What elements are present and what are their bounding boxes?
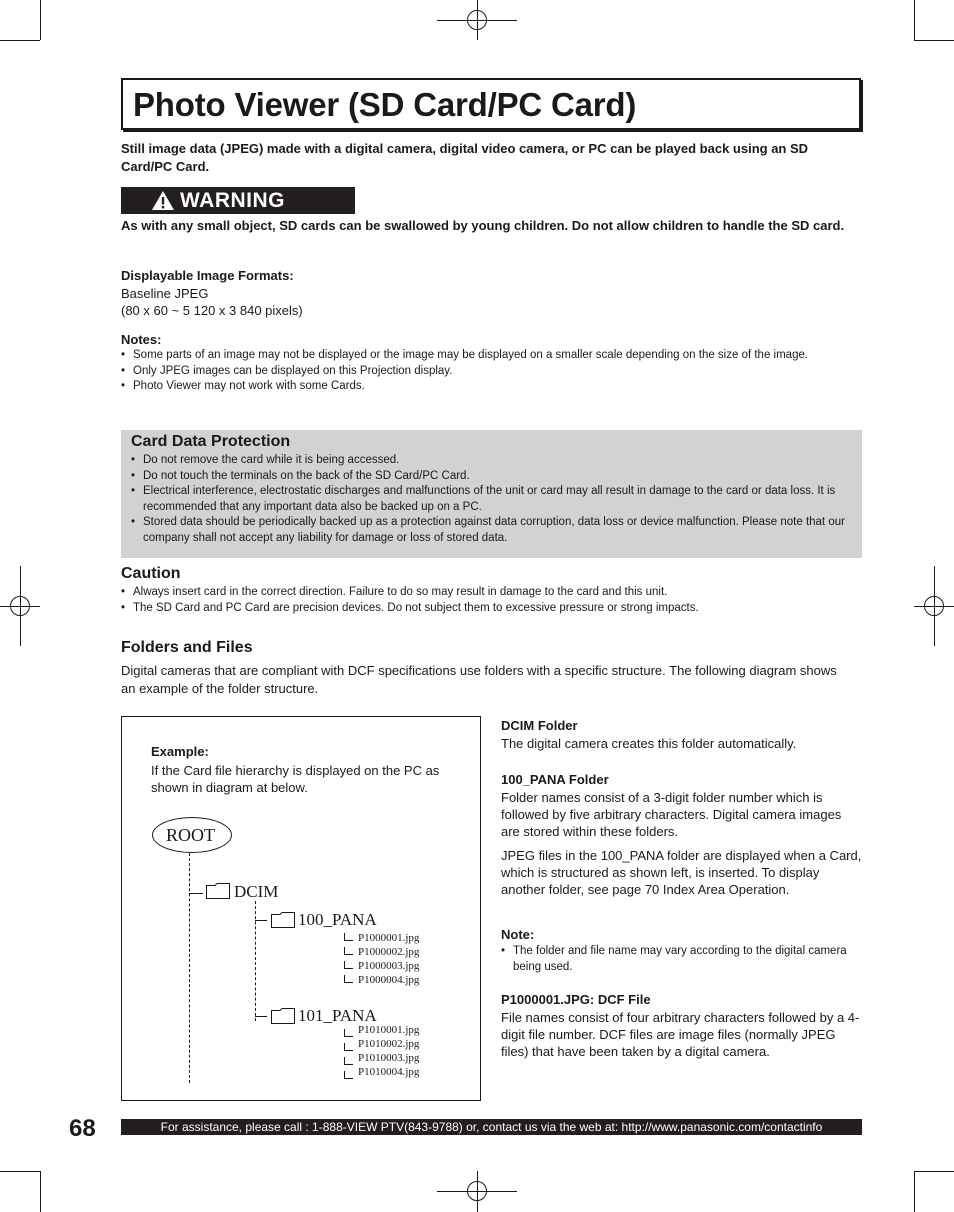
caution-list	[121, 585, 856, 616]
example-text: If the Card file hierarchy is displayed on the PC as shown in diagram at below.	[151, 763, 440, 795]
caution-heading: Caution	[121, 565, 181, 582]
note-heading: Note:	[501, 927, 535, 942]
card-protection-box	[121, 430, 862, 558]
example-heading: Example:	[151, 744, 209, 759]
intro-text: Still image data (JPEG) made with a digital camera, digital video camera, or PC can be played back using an SD Card/PC Card.	[121, 141, 809, 174]
formats-line2: (80 x 60 ~ 5 120 x 3 840 pixels)	[121, 303, 303, 318]
folder-diagram	[121, 716, 481, 1101]
file-name: P1000003.jpg	[358, 960, 420, 972]
card-protection-list	[131, 453, 853, 546]
card-protection-heading: Card Data Protection	[131, 433, 291, 450]
root-label: ROOT	[166, 825, 215, 845]
tree-trunk	[189, 853, 190, 1083]
pana-folder-display-text: JPEG files in the 100_PANA folder are displayed when a Card, which is structured as shown left, is inserted. To display another folder, see page 70 Index Area Operation.	[501, 848, 862, 897]
dcf-file-text: File names consist of four arbitrary characters followed by a 4-digit file number. DCF files are image files (normally JPEG files) that have been taken by a digital camera.	[501, 1010, 860, 1059]
notes-heading: Notes:	[121, 332, 162, 347]
warning-label: WARNING	[180, 189, 285, 212]
dcim-folder-label: DCIM	[234, 882, 279, 901]
file-name: P1010001.jpg	[358, 1024, 420, 1036]
warning-icon	[151, 190, 175, 211]
card-protection-item: • Stored data should be periodically backed up as a protection against data corruption, data loss or device malfunction. Please note that our company shall not accept any liability for damage or loss of stored data.	[131, 515, 853, 546]
card-protection-item: • Do not touch the terminals on the back of the SD Card/PC Card.	[131, 469, 853, 485]
card-protection-item: • Electrical interference, electrostatic discharges and malfunctions of the unit or card may all result in damage to the card or data loss. It is recommended that any important data also be backed up on a PC.	[131, 484, 853, 515]
notes-item: • Some parts of an image may not be displayed or the image may be displayed on a smaller scale depending on the size of the image.	[121, 348, 856, 364]
dcf-file-heading: P1000001.JPG: DCF File	[501, 992, 651, 1007]
note-item: • The folder and file name may vary according to the digital camera being used.	[501, 944, 851, 975]
formats-heading: Displayable Image Formats:	[121, 268, 294, 283]
folder-icon	[271, 1008, 295, 1024]
file-name: P1000002.jpg	[358, 946, 420, 958]
pana-folder-text: Folder names consist of a 3-digit folder number which is followed by five arbitrary characters. Digital camera images are stored within these folders.	[501, 790, 842, 839]
folder-100-pana-label: 100_PANA	[298, 910, 377, 929]
warning-banner	[121, 187, 355, 214]
notes-list	[121, 348, 856, 395]
caution-item: • The SD Card and PC Card are precision devices. Do not subject them to excessive pressure or strong impacts.	[121, 601, 856, 617]
file-name: P1010004.jpg	[358, 1066, 420, 1078]
caution-item: • Always insert card in the correct direction. Failure to do so may result in damage to the card and this unit.	[121, 585, 856, 601]
folders-heading: Folders and Files	[121, 639, 253, 656]
page-title: Photo Viewer (SD Card/PC Card)	[133, 86, 637, 123]
dcim-folder-text: The digital camera creates this folder automatically.	[501, 736, 797, 751]
file-name: P1000004.jpg	[358, 974, 420, 986]
formats-line1: Baseline JPEG	[121, 286, 209, 301]
file-name: P1010002.jpg	[358, 1038, 420, 1050]
pana-folder-heading: 100_PANA Folder	[501, 772, 609, 787]
card-protection-item: • Do not remove the card while it is being accessed.	[131, 453, 853, 469]
folder-101-pana-label: 101_PANA	[298, 1006, 377, 1025]
dcim-folder-heading: DCIM Folder	[501, 718, 578, 733]
folder-icon	[206, 883, 230, 899]
file-name: P1000001.jpg	[358, 932, 420, 944]
page-number: 68	[69, 1115, 96, 1142]
warning-text: As with any small object, SD cards can be swallowed by young children. Do not allow children to handle the SD card.	[121, 218, 845, 233]
assistance-bar: For assistance, please call : 1-888-VIEW PTV(843-9788) or, contact us via the web at: http://www.panasonic.com/contactinfo	[121, 1119, 862, 1135]
file-name: P1010003.jpg	[358, 1052, 420, 1064]
title-box	[121, 78, 861, 130]
folders-text: Digital cameras that are compliant with DCF specifications use folders with a specific structure. The following diagram shows an example of the folder structure.	[121, 663, 837, 696]
note-list	[501, 944, 851, 975]
notes-item: • Photo Viewer may not work with some Cards.	[121, 379, 856, 395]
root-node	[152, 817, 232, 853]
folder-icon	[271, 912, 295, 928]
notes-item: • Only JPEG images can be displayed on this Projection display.	[121, 364, 856, 380]
